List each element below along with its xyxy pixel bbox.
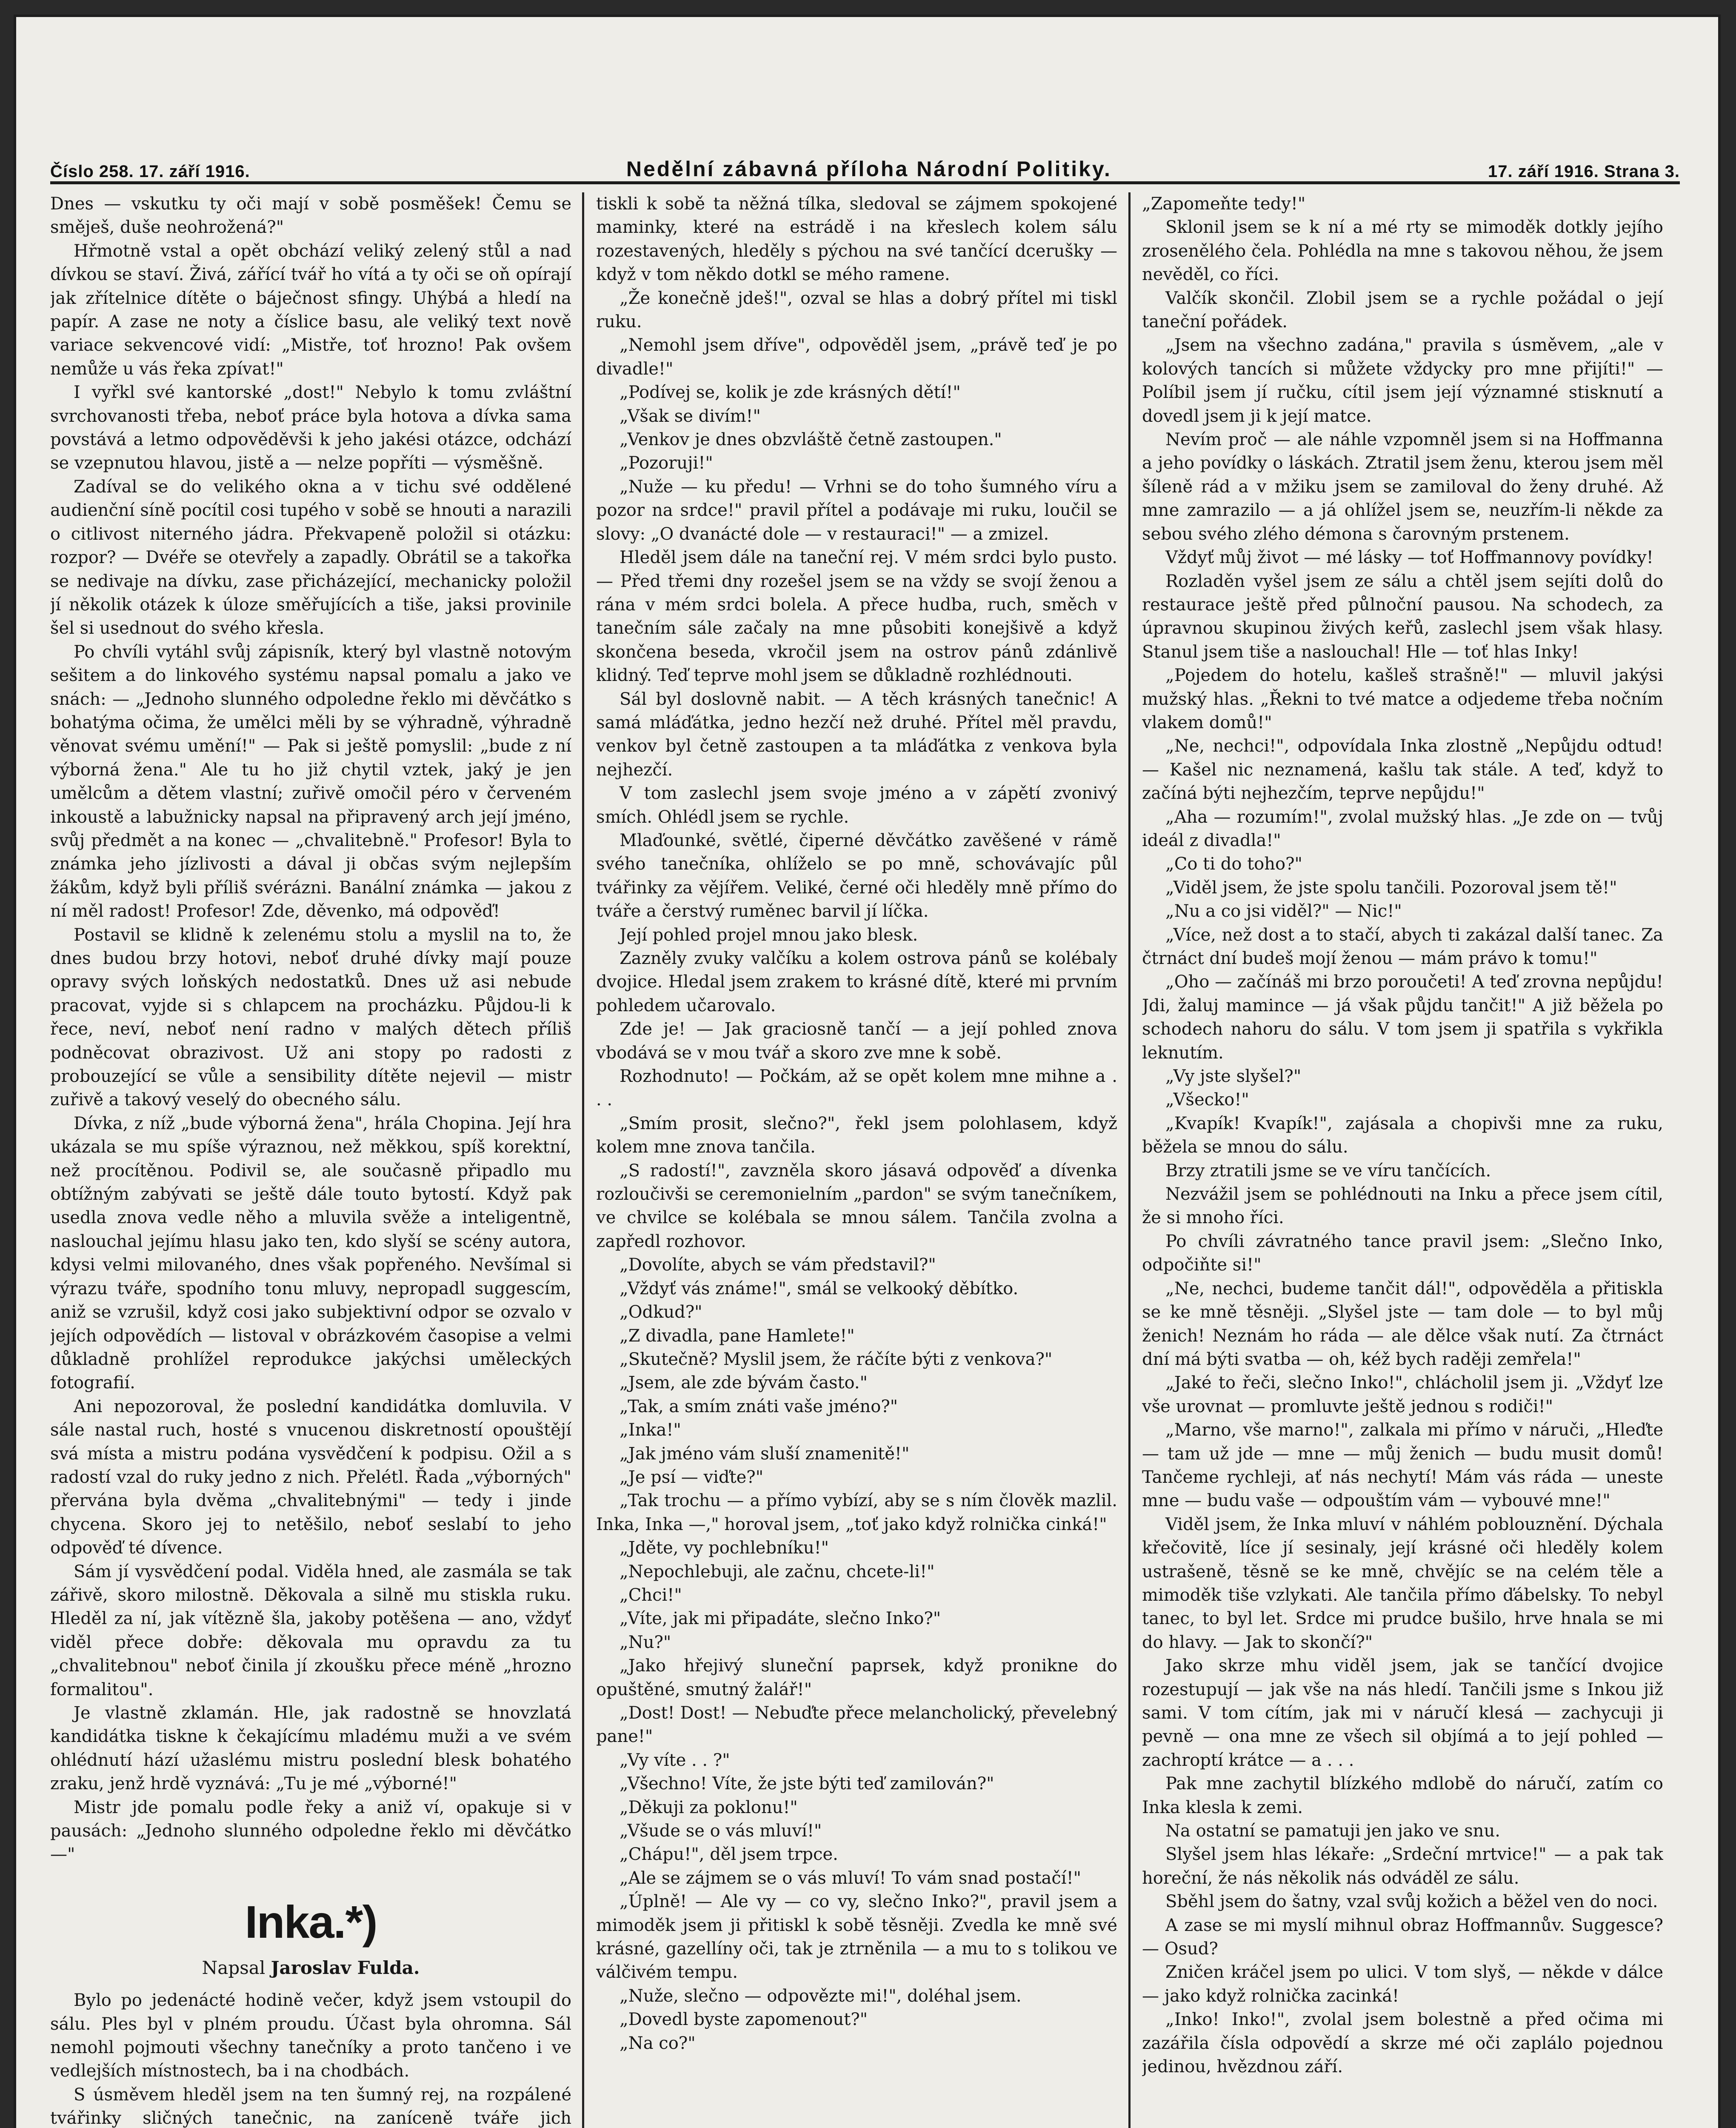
paragraph: „Že konečně jdeš!", ozval se hlas a dobrý přítel mi tiskl ruku.: [596, 288, 1117, 332]
paragraph: Sál byl doslovně nabit. — A těch krásných tanečnic! A samá mláďátka, jedno hezčí než druhé. Přítel měl pravdu, venkov byl četně zastoupen a ta mláďátka z venkova byla nejhezčí.: [596, 689, 1117, 780]
page-header: [50, 145, 1680, 184]
paragraph: Rozladěn vyšel jsem ze sálu a chtěl jsem sejíti dolů do restaurace ještě před půlnoční pausou. Na schodech, za úpravnou skupinou živých keřů, zaslechl jsem však hlasy. Stanul jsem tiše a naslouchal! Hle — toť hlas Inky!: [1142, 571, 1663, 662]
paragraph: Rozhodnuto! — Počkám, až se opět kolem mne mihne a . . .: [596, 1067, 1117, 1110]
column-2: [596, 192, 1117, 2128]
paragraph: Jako skrze mhu viděl jsem, jak se tančící dvojice rozestupují — jak vše na nás hledí. Tančili jsme s Inkou již sami. V tom cítím, jak mi v náručí klesá — zachycuji ji pevně — ona mne ze všech sil objímá a to její pohled — zachroptí krátce — a . . .: [1142, 1656, 1663, 1770]
paragraph: Brzy ztratili jsme se ve víru tančících.: [1165, 1161, 1491, 1181]
column-divider: [1128, 192, 1131, 2128]
paragraph: „Děkuji za poklonu!": [620, 1797, 798, 1817]
paragraph: „Z divadla, pane Hamlete!": [620, 1326, 855, 1346]
paragraph: „Inko! Inko!", zvolal jsem bolestně a před očima mi zazářila čísla odpovědí a skrze mé oči zaplálo pojednou jedinou, hvězdnou září.: [1142, 2010, 1663, 2077]
paragraph: Je vlastně zklamán. Hle, jak radostně se hnovzlatá kandidátka tiskne k čekajícímu mladému muži a ve svém ohlédnutí hází užaslému mistru poslední blesk bohatého zraku, jenž hrdě vyznává: „Tu je mé „výborné!": [50, 1703, 571, 1794]
paragraph: „Jako hřejivý sluneční paprsek, když pronikne do opuštěné, smutný žalář!": [596, 1656, 1117, 1699]
paragraph: I vyřkl své kantorské „dost!" Nebylo k tomu zvláštní svrchovanosti třeba, neboť práce byla hotova a dívka sama povstává a letmo odpověděvši k jeho jakési otázce, odchází se vzepnutou hlavou, jistě a — nelze popříti — výsměšně.: [50, 383, 571, 473]
paragraph: „Dovedl byste zapomenout?": [620, 2010, 868, 2030]
paragraph: „Více, než dost a to stačí, abych ti zakázal další tanec. Za čtrnáct dní budeš mojí ženou — mám právo k tomu!": [1142, 925, 1663, 968]
byline-prefix: Napsal: [202, 1957, 266, 1978]
paragraph: „Ale se zájmem se o vás mluví! To vám snad postačí!": [620, 1868, 1082, 1888]
paragraph: Pak mne zachytil blízkého mdlobě do náručí, zatím co Inka klesla k zemi.: [1142, 1774, 1663, 1817]
paragraph: Ani nepozoroval, že poslední kandidátka domluvila. V sále nastal ruch, hosté s vnucenou diskretností opouštějí svá místa a mistru podána vysvědčení k podpisu. Ožil a s radostí vzal do ruky jedno z nich. Přelétl. Řada „výborných" přervána byla dvěma „chvalitebnými" — tedy i jinde chycena. Skoro jej to netěšilo, neboť seslabí to jeho odpověď té dívence.: [50, 1396, 571, 1558]
paragraph: Mlaďounké, světlé, čiperné děvčátko zavěšené v rámě svého tanečníka, ohlíželo se po mně, schovávajíc půl tvářinky za vějířem. Veliké, černé oči hleděly mně přímo do tváře a čerstvý ruměnec barvil jí líčka.: [596, 830, 1117, 921]
paragraph: „Všecko!": [1165, 1090, 1249, 1110]
paragraph: „Kvapík! Kvapík!", zajásala a chopivši mne za ruku, běžela se mnou do sálu.: [1142, 1113, 1663, 1157]
paragraph: Dívka, z níž „bude výborná žena", hrála Chopina. Její hra ukázala se mu spíše výraznou, než měkkou, spíš korektní, než procítěnou. Podivil se, ale současně připadlo mu obtížným zabývati se ještě dále touto bytostí. Když pak usedla znova vedle něho a mluvila svěže a inteligentně, naslouchal jejímu hlasu jako ten, kdo slyší se scény autora, kdysi velmi milovaného, dnes však popřeného. Nevšímal si výrazu tváře, spodního tonu mluvy, nepropadl suggescím, aniž se vzrušil, když cosi jako subjektivní odpor se ozvalo v jejích odpovědích — listoval v obrázkovém časopise a velmi důkladně prohlížel reprodukce jakýchsi uměleckých fotografií.: [50, 1113, 571, 1393]
paragraph: „Tak trochu — a přímo vybízí, aby se s ním člověk mazlil. Inka, Inka —," horoval jsem, „toť jako když rolnička cinká!": [596, 1491, 1117, 1534]
paragraph: Slyšel jsem hlas lékaře: „Srdeční mrtvice!" — a pak tak horeční, že nás několik nás odváděl ze sálu.: [1142, 1845, 1663, 1888]
paragraph: „Zapomeňte tedy!": [1142, 194, 1306, 214]
paragraph: Sběhl jsem do šatny, vzal svůj kožich a běžel ven do noci.: [1165, 1892, 1658, 1912]
paragraph: Sklonil jsem se k ní a mé rty se mimoděk dotkly jejího zrosenělého čela. Pohlédla na mne s takovou něhou, že jsem nevěděl, co říci.: [1142, 217, 1663, 285]
paragraph: „Jak jméno vám sluší znamenitě!": [620, 1444, 910, 1464]
paragraph: „Všechno! Víte, že jste býti teď zamilován?": [620, 1774, 994, 1794]
paragraph: „Venkov je dnes obzvláště četně zastoupen.": [620, 430, 1002, 450]
paragraph: A zase se mi myslí mihnul obraz Hoffmannův. Suggesce? — Osud?: [1142, 1915, 1663, 1959]
paragraph: „Jděte, vy pochlebníku!": [620, 1538, 829, 1558]
paragraph: Dnes — vskutku ty oči mají v sobě posměšek! Čemu se směješ, duše neohrožená?": [50, 194, 571, 237]
paragraph: Vždyť můj život — mé lásky — toť Hoffmannovy povídky!: [1165, 548, 1653, 568]
paragraph: „Jsem na všechno zadána," pravila s úsměvem, „ale v kolových tancích si můžete vždycky pro mne přijíti!" — Políbil jsem jí ručku, cítil jsem její významné stisknutí a dovedl jsem ji k její matce.: [1142, 335, 1663, 426]
paragraph: „Vy víte . . ?": [620, 1750, 730, 1770]
paragraph: Sám jí vysvědčení podal. Viděla hned, ale zasmála se tak zářivě, skoro milostně. Děkovala a silně mu stiskla ruku. Hleděl za ní, jak vítězně šla, jakoby potěšena — ano, vždyť viděl přece dobře: děkovala mu opravdu za tu „chvalitebnou" neboť činila jí zkoušku přece méně „hrozno formalitou".: [50, 1562, 571, 1699]
paragraph: „Co ti do toho?": [1165, 854, 1302, 874]
issue-number-date: Číslo 258. 17. září 1916.: [50, 162, 250, 181]
paragraph: Bylo po jedenácté hodině večer, když jsem vstoupil do sálu. Ples byl v plném proudu. Účast byla ohromna. Sál nemohl pojmouti všechny tanečníky a proto tančeno i ve vedlejších místnostech, ba i na chodbách.: [50, 1991, 571, 2081]
paragraph: „Dost! Dost! — Nebuďte přece melancholický, převelebný pane!": [596, 1703, 1117, 1747]
paragraph: „Aha — rozumím!", zvolal mužský hlas. „Je zde on — tvůj ideál z divadla!": [1142, 807, 1663, 850]
column-3: [1142, 192, 1663, 2128]
paragraph: Na ostatní se pamatuji jen jako ve snu.: [1165, 1821, 1500, 1841]
story-inka: [50, 1989, 571, 2128]
paragraph: „Podívej se, kolik je zde krásných dětí!": [620, 383, 961, 403]
paragraph: „Smím prosit, slečno?", řekl jsem polohlasem, když kolem mne znova tančila.: [596, 1113, 1117, 1157]
paragraph: „Chápu!", děl jsem trpce.: [620, 1845, 838, 1865]
paragraph: Nezvážil jsem se pohlédnouti na Inku a přece jsem cítil, že si mnoho říci.: [1142, 1184, 1663, 1228]
continued-story: [50, 192, 571, 1867]
paragraph: Zazněly zvuky valčíku a kolem ostrova pánů se kolébaly dvojice. Hledal jsem zrakem to krásné dítě, které mi prvním pohledem učarovalo.: [596, 949, 1117, 1015]
paragraph: Postavil se klidně k zelenému stolu a myslil na to, že dnes budou brzy hotovi, neboť druhé dívky mají pouze opravy svých loňských nedostatků. Dnes už asi nebude pracovat, vyjde si s chlapcem na procházku. Půjdou-li k řece, neví, neboť není radno v malých dětech příliš podněcovat obrazivost. Už ani stopy po radosti z probouzející se vůle a sensibility dítěte nejevil — mistr zuřivě a takový veselý do obecného sálu.: [50, 925, 571, 1110]
paragraph: „Na co?": [620, 2033, 696, 2053]
paragraph: „Ne, nechci!", odpovídala Inka zlostně „Nepůjdu odtud! — Kašel nic neznamená, kašlu tak stále. A teď, když to začíná býti nejhezčím, teprve nepůjdu!": [1142, 736, 1663, 804]
paragraph: „Vy jste slyšel?": [1165, 1067, 1302, 1087]
paragraph: tiskli k sobě ta něžná tílka, sledoval se zájmem spokojené maminky, které na estrádě i na křeslech kolem sálu rozestavených, hleděly s pýchou na své tančící dcerušky — když v tom někdo dotkl se mého ramene.: [596, 194, 1117, 285]
author-name: Jaroslav Fulda.: [271, 1957, 420, 1978]
paragraph: „Inka!": [620, 1420, 681, 1440]
paragraph: „Pozoruji!": [620, 453, 713, 473]
paragraph: „Skutečně? Myslil jsem, že ráčíte býti z venkova?": [620, 1349, 1053, 1369]
masthead-title: Nedělní zábavná příloha Národní Politiky.: [626, 157, 1112, 181]
paragraph: Valčík skončil. Zlobil jsem se a rychle požádal o její taneční pořádek.: [1142, 288, 1663, 332]
paragraph: „Všude se o vás mluví!": [620, 1821, 822, 1841]
paragraph: „Jaké to řeči, slečno Inko!", chlácholil jsem ji. „Vždyť lze vše urovnat — promluvte ještě jednou s rodiči!": [1142, 1373, 1663, 1416]
paragraph: Viděl jsem, že Inka mluví v náhlém poblouznění. Dýchala křečovitě, líce jí sesinaly, její krásné oči hleděly kolem ustrašeně, těsně se ke mně, chvějíc se na celém těle a mimoděk tiše vzlykati. Ale tančila přímo ďábelsky. To nebyl tanec, to byl let. Srdce mi prudce bušilo, hrve hnala se mi do hlavy. — Jak to skončí?": [1142, 1514, 1663, 1652]
paragraph: „Marno, vše marno!", zalkala mi přímo v náruči, „Hleďte — tam už jde — mne — můj ženich — budu musit domů! Tančeme rychleji, ať nás nechytí! Mám vás ráda — uneste mne — budu vaše — odpouštím vám — vybouvé mne!": [1142, 1420, 1663, 1511]
paragraph: Nevím proč — ale náhle vzpomněl jsem si na Hoffmanna a jeho povídky o láskách. Ztratil jsem ženu, kterou jsem měl šíleně rád a v mžiku jsem se zamiloval do ženy druhé. Až mne zamrazilo — a já ohlížel jsem se, neuzřím-li někde za sebou svého zlého démona s čarovným prstenem.: [1142, 430, 1663, 544]
paragraph: „Víte, jak mi připadáte, slečno Inko?": [620, 1609, 941, 1629]
paragraph: „Chci!": [620, 1585, 682, 1605]
paragraph: Mistr jde pomalu podle řeky a aniž ví, opakuje si v pausách: „Jednoho slunného odpoledne řeklo mi děvčátko —": [50, 1797, 571, 1865]
newspaper-page: [16, 17, 1718, 2128]
paragraph: Zde je! — Jak graciosně tančí — a její pohled znova vbodává se v mou tvář a skoro zve mne k sobě.: [596, 1019, 1117, 1063]
paragraph: „Nemohl jsem dříve", odpověděl jsem, „právě teď je po divadle!": [596, 335, 1117, 379]
paragraph: „Dovolíte, abych se vám představil?": [620, 1255, 936, 1275]
paragraph: „Tak, a smím znáti vaše jméno?": [620, 1396, 898, 1416]
paragraph: Po chvíli závratného tance pravil jsem: „Slečno Inko, odpočiňte si!": [1142, 1231, 1663, 1275]
paragraph: „Však se divím!": [620, 406, 761, 426]
paragraph: Hleděl jsem dále na taneční rej. V mém srdci bylo pusto. — Před třemi dny rozešel jsem se na vždy se svojí ženou a rána v mém srdci bolela. A přece hudba, ruch, směch v tanečním sále začaly na mne působiti konejšivě a když skončena beseda, vkročil jsem na ostrov pánů zdánlivě klidný. Teď teprve mohl jsem se důkladně rozhlédnouti.: [596, 548, 1117, 686]
byline: [50, 1956, 571, 1979]
paragraph: Její pohled projel mnou jako blesk.: [620, 925, 918, 945]
paragraph: „Nuže, slečno — odpovězte mi!", doléhal jsem.: [620, 1986, 1022, 2006]
paragraph: „Oho — začínáš mi brzo poroučeti! A teď zrovna nepůjdu! Jdi, žaluj mamince — já však půjdu tančit!" A již běžela po schodech nahoru do sálu. V tom jsem ji spatřila s vykřikla leknutím.: [1142, 972, 1663, 1063]
column-1: [50, 192, 571, 2128]
paragraph: „Odkud?": [620, 1302, 702, 1322]
paragraph: „Vždyť vás známe!", smál se velkooký děbítko.: [620, 1279, 1019, 1299]
paragraph: „Jsem, ale zde bývám často.": [620, 1373, 868, 1393]
paragraph: „Pojedem do hotelu, kašleš strašně!" — mluvil jakýsi mužský hlas. „Řekni to tvé matce a odjedeme třeba nočním vlakem domů!": [1142, 666, 1663, 732]
paragraph: „Viděl jsem, že jste spolu tančili. Pozoroval jsem tě!": [1165, 878, 1617, 898]
paragraph: „Nu?": [620, 1632, 671, 1652]
paragraph: Zadíval se do velikého okna a v tichu své oddělené audienční síně pocítil cosi tupého v sobě se hnouti a narazili o citlivost niterného jádra. Překvapeně položil si otázku: rozpor? — Dvéře se otevřely a zapadly. Obrátil se a takořka se nedivaje na dívku, zase přicházející, mechanicky položil jí několik otázek k úloze směřujících a tiše, jaksi provinile šel si usednout do svého křesla.: [50, 477, 571, 638]
paragraph: S úsměvem hleděl jsem na ten šumný rej, na rozpálené tvářinky sličných tanečnic, na zaníceně tváře jich: [50, 2085, 571, 2128]
column-divider: [582, 192, 584, 2128]
paragraph: V tom zaslechl jsem svoje jméno a v zápětí zvonivý smích. Ohlédl jsem se rychle.: [596, 784, 1117, 827]
paragraph: „Nepochlebuji, ale začnu, chcete-li!": [620, 1562, 935, 1582]
paragraph: „Ne, nechci, budeme tančit dál!", odpověděla a přitiskla se ke mně těsněji. „Slyšel jste — tam dole — to byl můj ženich! Neznám ho ráda — ale dělce však nutí. Za čtrnáct dní má býti svatba — oh, kéž bych raději zemřela!": [1142, 1279, 1663, 1369]
paragraph: Po chvíli vytáhl svůj zápisník, který byl vlastně notovým sešitem a do linkového systému napsal pomalu a jako ve snách: — „Jednoho slunného odpoledne řeklo mi děvčátko s bohatýma očima, že umělci měli by se výhradně, výhradně věnovat svému umění!" — Pak si ještě pomyslil: „bude z ní výborná žena." Ale tu ho již chytil vztek, jaký je jen umělcům a dětem vlastní; zuřivě omočil péro v červeném inkoustě a labužnicky napsal na připravený arch její jméno, svůj předmět a na konec — „chvalitebně." Profesor! Byla to známka jeho jízlivosti a dával ji občas svým nejlepším žákům, když byli příliš svérázni. Banální známka — jakou z ní měl radost! Profesor! Zde, děvenko, má odpověď!: [50, 642, 571, 921]
page-date-number: 17. září 1916. Strana 3.: [1488, 162, 1680, 181]
paragraph: Hřmotně vstal a opět obchází veliký zelený stůl a nad dívkou se staví. Živá, zářící tvář ho vítá a ty oči se oň opírají jak zřítelnice dítěte o báječnost sfingy. Uhýbá a hledí na papír. A zase ne noty a číslice basu, ale veliký text nově variace sekvencové vidí: „Mistře, toť hrozno! Pak ovšem nemůže u vás řeka zpívat!": [50, 241, 571, 379]
article-title: Inka.*): [245, 1896, 377, 1948]
paragraph: „S radostí!", zavzněla skoro jásavá odpověď a dívenka rozloučivši se ceremonielním „pardon" se svým tanečníkem, ve chvilce se kolébala se mnou sálem. Tančila zvolna a zapředl rozhovor.: [596, 1161, 1117, 1251]
paragraph: „Je psí — viďte?": [620, 1467, 764, 1487]
paragraph: „Nuže — ku předu! — Vrhni se do toho šumného víru a pozor na srdce!" pravil přítel a podávaje mi ruku, loučil se slovy: „O dvanácté dole — v restauraci!" — a zmizel.: [596, 477, 1117, 544]
paragraph: „Úplně! — Ale vy — co vy, slečno Inko?", pravil jsem a mimoděk jsem ji přitiskl k sobě těsněji. Zvedla ke mně své krásné, gazellíny oči, tak je ztrněnila — a mu to s tolikou ve válčivém tempu.: [596, 1892, 1117, 1982]
paragraph: „Nu a co jsi viděl?" — Nic!": [1165, 901, 1402, 921]
paragraph: Zničen kráčel jsem po ulici. V tom slyš, — někde v dálce — jako když rolnička zacinká!: [1142, 1962, 1663, 2006]
